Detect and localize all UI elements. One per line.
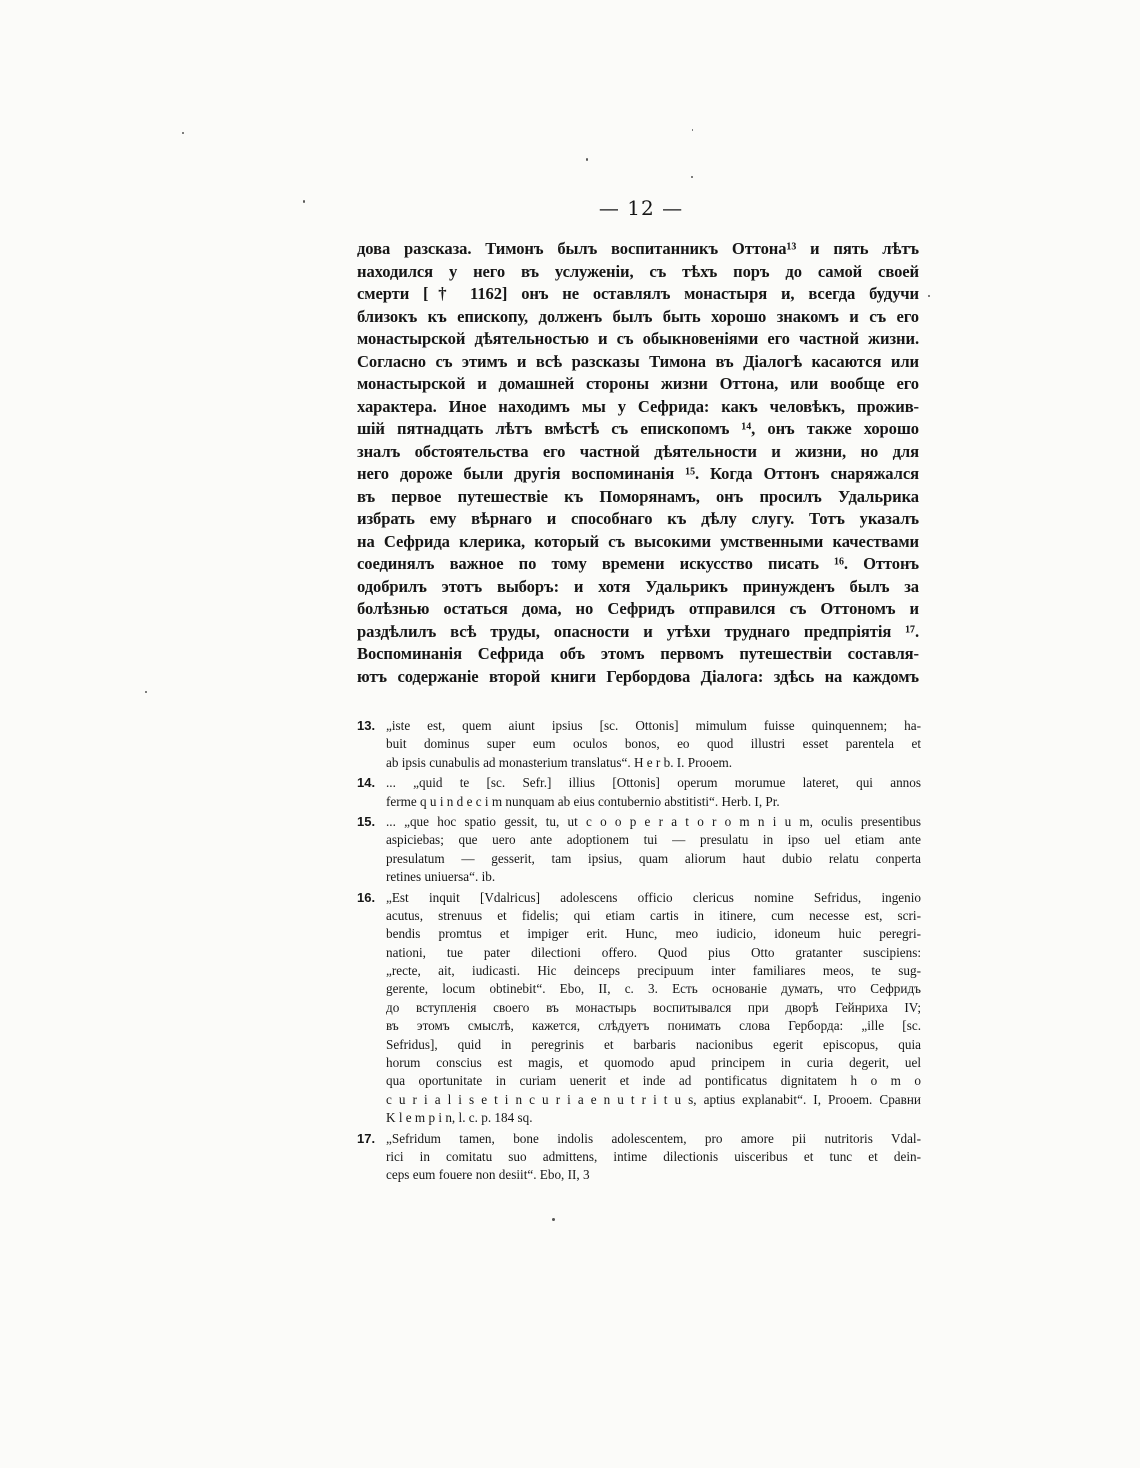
body-text	[357, 238, 919, 688]
scan-speck	[303, 200, 305, 203]
body-line: шій пятнадцать лѣтъ вмѣстѣ съ епископомъ ¹⁴, онъ также хорошо	[357, 419, 919, 438]
scan-speck	[928, 295, 930, 297]
body-line: раздѣлилъ всѣ труды, опасности и утѣхи труднаго предпріятія ¹⁷.	[357, 621, 919, 641]
body-line: находился у него въ услуженіи, съ тѣхъ поръ до самой своей	[357, 261, 919, 281]
footnote	[357, 889, 921, 1128]
footnote-line: „Sefridum tamen, bone indolis adolescentem, pro amore pii nutritoris Vdal-	[386, 1130, 921, 1146]
scan-speck	[692, 129, 693, 131]
scan-speck	[145, 691, 147, 693]
body-line: него дороже были другія воспоминанія ¹⁵. Когда Оттонъ снаряжался	[357, 464, 919, 483]
footnote	[357, 1130, 921, 1185]
scan-speck	[586, 158, 588, 161]
body-line: одобрилъ этотъ выборъ: и хотя Удальрикъ принужденъ былъ за	[357, 576, 919, 596]
body-line: дова разсказа. Тимонъ былъ воспитанникъ Оттона¹³ и пять лѣтъ	[357, 239, 919, 258]
footnote	[357, 717, 921, 772]
footnote-line: ... „quid te [sc. Sefr.] illius [Ottonis] operum morumue lateret, qui annos	[386, 775, 921, 791]
footnote-number: 15.	[357, 813, 376, 829]
footnote-line: „Est inquit [Vdalricus] adolescens officio clericus nomine Sefridus, ingenio	[386, 889, 921, 905]
scan-speck	[182, 132, 184, 134]
footnote-line: ceps eum fouere non desiit“. Ebo, II, 3	[386, 1167, 590, 1183]
footnote-line: c u r i a l i s e t i n c u r i a e n u t r i t u s, aptius explanabit“. I, Prooem. Сравни	[386, 1091, 921, 1107]
footnote-line: gerente, locum obtinebit“. Ebo, II, c. 3. Есть основаніе думать, что Сефридъ	[386, 981, 921, 997]
footnote-line: „iste est, quem aiunt ipsius [sc. Ottonis] mimulum fuisse quinquennem; ha-	[386, 718, 921, 733]
footnote-line: „recte, ait, iudicasti. Hic deinceps precipuum inter familiares meos, te sug-	[386, 963, 921, 979]
body-line: зналъ обстоятельства его частной дѣятельности и жизни, но для	[357, 441, 919, 461]
footnote-line: bendis promtus et impiger erit. Hunc, meo iudicio, idoneum huic peregri-	[386, 926, 921, 942]
body-line: болѣзнью остаться дома, но Сефридъ отправился съ Оттономъ и	[357, 599, 919, 618]
footnote-line: nationi, tue pater dilectioni offero. Quod pius Otto gratanter suscipiens:	[386, 944, 921, 960]
body-line: соединялъ важное по тому времени искусство писать ¹⁶. Оттонъ	[357, 554, 919, 573]
footnote-line: buit dominus super eum oculos bonos, eo quod illustri esset parentela et	[386, 736, 921, 752]
footnote-number: 13.	[357, 718, 376, 733]
body-line: Воспоминанія Сефрида объ этомъ первомъ путешествіи составля-	[357, 644, 919, 663]
footnote-line: qua oportunitate in curiam uenerit et inde ad pontificatus dignitatem h o m o	[386, 1073, 921, 1089]
footnote-number: 17.	[357, 1130, 376, 1146]
body-line: смерти [† 1162] онъ не оставлялъ монастыря и, всегда будучи	[357, 284, 919, 303]
footnote-line: acutus, strenuus et fidelis; qui etiam cartis in itinere, cum necesse est, scri-	[386, 907, 921, 923]
body-line: Согласно съ этимъ и всѣ разсказы Тимона въ Діалогѣ касаются или	[357, 351, 919, 371]
footnote	[357, 813, 921, 887]
footnote-number: 16.	[357, 889, 376, 905]
footnote-line: horum conscius est magis, et quomodo apud principem in curia degerit, uel	[386, 1055, 921, 1071]
body-line: монастырской и домашней стороны жизни Оттона, или вообще его	[357, 374, 919, 393]
footnote-line: въ этомъ смыслѣ, кажется, слѣдуетъ понимать слова Герборда: „ille [sc.	[386, 1018, 921, 1034]
body-line: избрать ему вѣрнаго и способнаго къ дѣлу слугу. Тотъ указалъ	[357, 509, 919, 528]
footnotes	[357, 717, 921, 1187]
footnote-number: 14.	[357, 775, 376, 791]
scan-speck	[691, 176, 693, 178]
footnote-line: Sefridus], quid in peregrinis et barbaris nacionibus egerit episcopus, quia	[386, 1036, 921, 1052]
body-line: близокъ къ епископу, долженъ былъ быть хорошо знакомъ и съ его	[357, 306, 919, 326]
page-number: — 12 —	[598, 196, 684, 220]
body-line: въ первое путешествіе къ Поморянамъ, онъ просилъ Удальрика	[357, 486, 919, 506]
footnote-line: aspiciebas; que uero ante adoptionem tui — presulatu in ipso uel etiam ante	[386, 832, 921, 848]
footnote-line: retines uniuersa“. ib.	[386, 869, 496, 885]
footnote-line: presulatum — gesserit, tam ipsius, quam aliorum haut dubio relatu conperta	[386, 850, 921, 866]
body-line: на Сефрида клерика, который съ высокими умственными качествами	[357, 531, 919, 551]
footnote-line: K l e m p i n, l. c. p. 184 sq.	[386, 1110, 533, 1126]
footnote-line: ... „que hoc spatio gessit, tu, ut c o o p e r a t o r o m n i u m, oculis presentibus	[386, 813, 921, 829]
footnote-line: rici in comitatu suo admittens, intime dilectionis uisceribus et tunc et dein-	[386, 1148, 921, 1164]
body-line: ютъ содержаніе второй книги Гербордова Діалога: здѣсь на каждомъ	[357, 666, 919, 686]
footnote-line: до вступленія своего въ монастырь воспитывался при дворѣ Гейнриха IV;	[386, 999, 921, 1015]
footnote	[357, 774, 921, 811]
body-line: монастырской дѣятельностью и съ обыкновеніями его частной жизни.	[357, 329, 919, 348]
scan-speck	[552, 1218, 555, 1221]
footnote-line: ab ipsis cunabulis ad monasterium translatus“. H e r b. I. Prooem.	[386, 754, 733, 770]
body-line: характера. Иное находимъ мы у Сефрида: какъ человѣкъ, прожив-	[357, 396, 919, 416]
footnote-line: ferme q u i n d e c i m nunquam ab eius contubernio abstitisti“. Herb. I, Pr.	[386, 793, 780, 809]
